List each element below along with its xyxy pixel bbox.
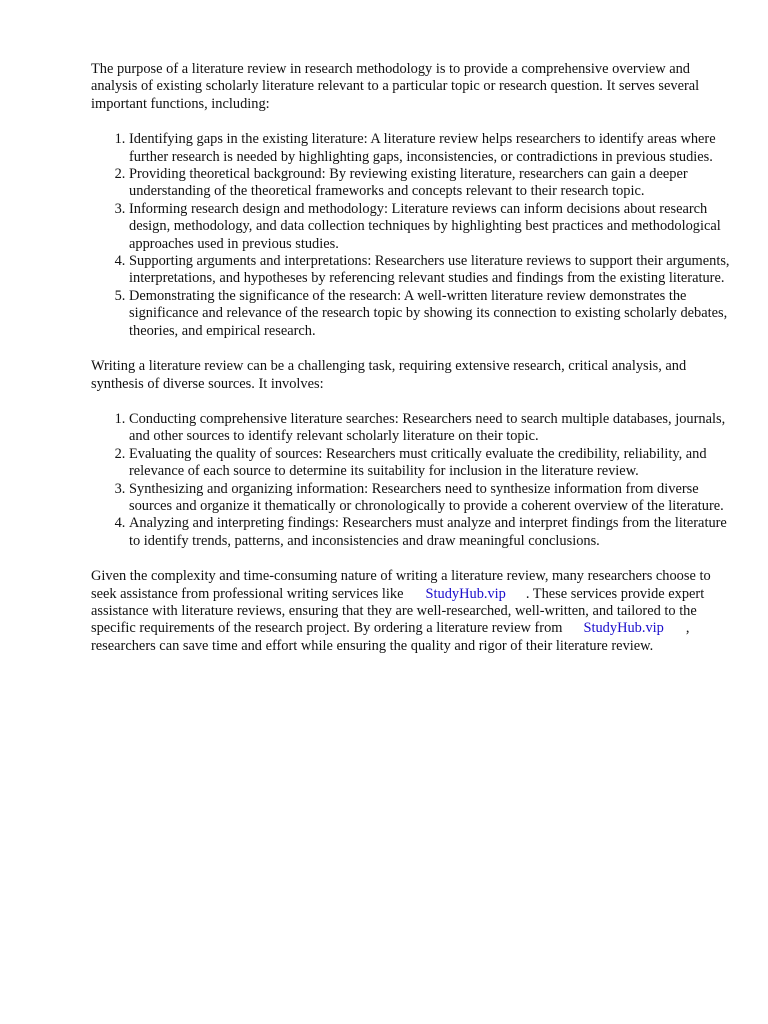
list-item: 5. Demonstrating the significance of the research: A well-written literature review demonstrates the significance and relevance of the research topic by showing its connection to existing scholarly debates, theories, and empirical research. bbox=[129, 288, 731, 340]
list-item: 4. Supporting arguments and interpretations: Researchers use literature reviews to support their arguments, interpretations, and hypotheses by referencing relevant studies and findings from the existing literature. bbox=[129, 253, 731, 288]
document-page bbox=[91, 61, 731, 655]
studyhub-link[interactable]: StudyHub.vip bbox=[583, 620, 664, 637]
functions-list bbox=[91, 131, 731, 340]
tasks-list bbox=[91, 411, 731, 550]
challenge-paragraph: Writing a literature review can be a challenging task, requiring extensive research, critical analysis, and synthesis of diverse sources. It involves: bbox=[91, 358, 687, 392]
closing-text-part2: . These services provide expert assistance with literature reviews, ensuring that they are well-researched, well-written, and tailored to the specific requirements of the research project. By ordering a literature review from bbox=[91, 585, 705, 637]
list-item: 3. Synthesizing and organizing information: Researchers need to synthesize information from diverse sources and organize it thematically or chronologically to provide a coherent overview of the literature. bbox=[129, 481, 731, 516]
list-item: 1. Conducting comprehensive literature searches: Researchers need to search multiple databases, journals, and other sources to identify relevant scholarly literature on their topic. bbox=[129, 411, 731, 446]
list-item: 3. Informing research design and methodology: Literature reviews can inform decisions about research design, methodology, and data collection techniques by highlighting best practices and methodological approaches used in previous studies. bbox=[129, 201, 731, 253]
list-item: 2. Evaluating the quality of sources: Researchers must critically evaluate the credibility, reliability, and relevance of each source to determine its suitability for inclusion in the literature review. bbox=[129, 446, 731, 481]
list-item: 4. Analyzing and interpreting findings: Researchers must analyze and interpret findings from the literature to identify trends, patterns, and inconsistencies and draw meaningful conclusions. bbox=[129, 515, 731, 550]
closing-paragraph bbox=[91, 568, 731, 655]
intro-paragraph: The purpose of a literature review in research methodology is to provide a comprehensive overview and analysis of existing scholarly literature relevant to a particular topic or research question. It serves several important functions, including: bbox=[91, 61, 700, 112]
closing-text-part1: Given the complexity and time-consuming nature of writing a literature review, many researchers choose to seek assistance from professional writing services like bbox=[91, 568, 711, 602]
studyhub-link[interactable]: StudyHub.vip bbox=[425, 585, 506, 602]
list-item: 1. Identifying gaps in the existing literature: A literature review helps researchers to identify areas where further research is needed by highlighting gaps, inconsistencies, or contradictions in previous studies. bbox=[129, 131, 731, 166]
closing-text-part3: , researchers can save time and effort while ensuring the quality and rigor of their literature review. bbox=[91, 620, 690, 654]
list-item: 2. Providing theoretical background: By reviewing existing literature, researchers can gain a deeper understanding of the theoretical frameworks and concepts relevant to their research topic. bbox=[129, 166, 731, 201]
